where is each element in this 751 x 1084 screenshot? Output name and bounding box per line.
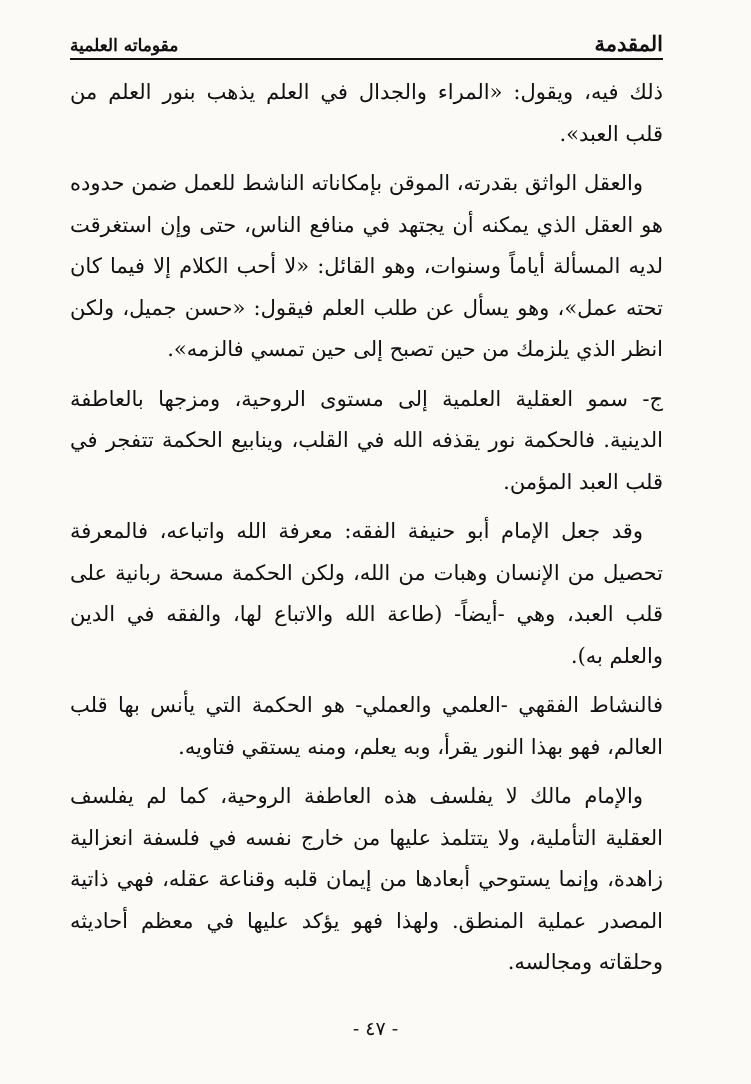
paragraph: والإمام مالك لا يفلسف هذه العاطفة الروحية، كما لم يفلسف العقلية التأملية، ولا يتتلمذ عليها من خارج نفسه في فلسفة انعزالية زاهدة، وإنما يستوحي أبعادها من إيمان قلبه وقناعة عقله، فهي ذاتية المصدر عملية المنطق. ولهذا فهو يؤكد عليها في معظم أحاديثه وحلقاته ومجالسه. bbox=[70, 784, 663, 974]
running-header bbox=[70, 26, 663, 60]
paragraph: وقد جعل الإمام أبو حنيفة الفقه: معرفة الله واتباعه، فالمعرفة تحصيل من الإنسان وهبات من الله، ولكن الحكمة مسحة ربانية على قلب العبد، وهي -أيضاً- (طاعة الله والاتباع لها، والفقه في الدين والعلم به). bbox=[70, 519, 663, 668]
page-number: - ٤٧ - bbox=[352, 1018, 399, 1040]
body-text bbox=[70, 72, 663, 992]
paragraph: ج- سمو العقلية العلمية إلى مستوى الروحية، ومزجها بالعاطفة الدينية. فالحكمة نور يقذفه الله في القلب، وينابيع الحكمة تتفجر في قلب العبد المؤمن. bbox=[70, 386, 663, 494]
paragraph: ذلك فيه، ويقول: «المراء والجدال في العلم يذهب بنور العلم من قلب العبد». bbox=[70, 80, 663, 146]
paragraph: والعقل الواثق بقدرته، الموقن بإمكاناته الناشط للعمل ضمن حدوده هو العقل الذي يمكنه أن يجتهد في منافع الناس، حتى وإن استغرقت لديه المسألة أياماً وسنوات، وهو القائل: «لا أحب الكلام إلا فيما كان تحته عمل»، وهو يسأل عن طلب العلم فيقول: «حسن جميل، ولكن انظر الذي يلزمك من حين تصبح إلى حين تمسي فالزمه». bbox=[70, 171, 663, 361]
chapter-title: المقدمة bbox=[594, 31, 663, 56]
paragraph: فالنشاط الفقهي -العلمي والعملي- هو الحكمة التي يأنس بها قلب العالم، فهو بهذا النور يقرأ، وبه يعلم، ومنه يستقي فتاويه. bbox=[70, 693, 663, 759]
running-title: مقوماته العلمية bbox=[70, 36, 179, 56]
